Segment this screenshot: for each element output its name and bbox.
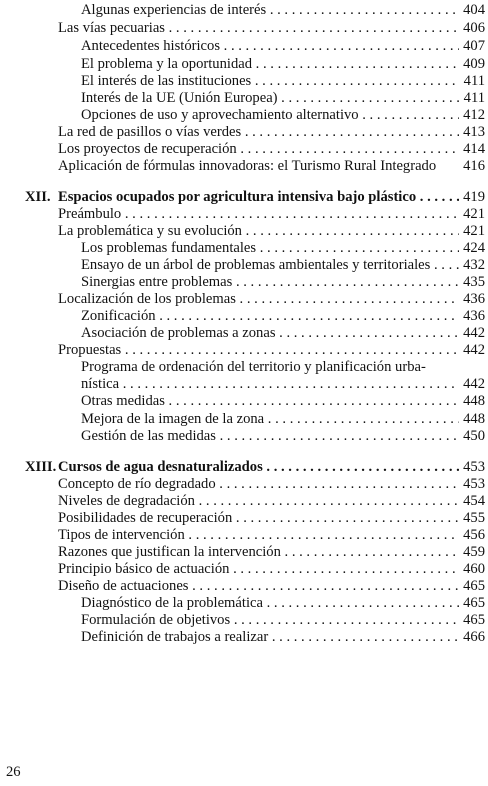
toc-entry <box>0 509 488 527</box>
toc-entry <box>0 307 488 325</box>
toc-entry-page: 450 <box>459 427 485 445</box>
toc-entry-title: Propuestas . . . <box>58 341 462 359</box>
toc-entry <box>0 106 488 124</box>
toc-entry-title: Sinergias entre problemas . . . <box>81 273 462 291</box>
toc-entry-page: 460 <box>459 560 485 578</box>
toc-entry <box>0 324 488 342</box>
toc-entry-title: Ensayo de un árbol de problemas ambientales y territoriales . . . <box>81 256 462 274</box>
toc-entry <box>0 37 488 55</box>
toc-entry-title: Opciones de uso y aprovechamiento alternativo . . . <box>81 106 462 124</box>
toc-entry-page: 456 <box>459 526 485 544</box>
toc-entry-page: 466 <box>459 628 485 646</box>
toc-entry <box>0 526 488 544</box>
toc-entry <box>0 341 488 359</box>
toc-entry-title: Asociación de problemas a zonas . . . <box>81 324 462 342</box>
toc-entry <box>0 205 488 223</box>
toc-entry-title: Definición de trabajos a realizar . . . <box>81 628 462 646</box>
toc-entry <box>0 1 488 19</box>
toc-entry <box>0 157 488 175</box>
toc-entry-title: Diseño de actuaciones . . . <box>58 577 462 595</box>
toc-entry-title: Otras medidas . . . <box>81 392 462 410</box>
toc-entry-page: 455 <box>459 509 485 527</box>
toc-entry-title: Posibilidades de recuperación . . . <box>58 509 462 527</box>
chapter-title-text: Espacios ocupados por agricultura intensiva bajo plástico <box>58 189 417 205</box>
toc-entry-page: 411 <box>459 89 485 107</box>
toc-entry <box>0 492 488 510</box>
toc-entry-title: Formulación de objetivos . . . <box>81 611 462 629</box>
toc-entry-title: Gestión de las medidas . . . <box>81 427 462 445</box>
toc-entry-title: El interés de las instituciones . . . <box>81 72 462 90</box>
toc-entry-page: 407 <box>459 37 485 55</box>
toc-entry-page: 442 <box>459 324 485 342</box>
toc-entry <box>0 222 488 240</box>
chapter-title-text: Cursos de agua desnaturalizados <box>58 459 263 475</box>
toc-entry-title: Diagnóstico de la problemática . . . <box>81 594 462 612</box>
toc-entry <box>0 410 488 428</box>
toc-entry <box>0 55 488 73</box>
toc-entry-title: Tipos de intervención . . . <box>58 526 462 544</box>
toc-entry-page: 442 <box>459 375 485 393</box>
toc-entry <box>0 239 488 257</box>
chapter-heading <box>0 188 488 206</box>
toc-entry-page: 453 <box>459 458 485 476</box>
toc-entry <box>0 427 488 445</box>
toc-entry-page: 448 <box>459 410 485 428</box>
toc-entry-page: 414 <box>459 140 485 158</box>
toc-entry <box>0 560 488 578</box>
toc-entry-page: 411 <box>459 72 485 90</box>
toc-entry-title: Los problemas fundamentales . . . <box>81 239 462 257</box>
chapter-heading <box>0 458 488 476</box>
toc-entry-title: La red de pasillos o vías verdes . . . <box>58 123 462 141</box>
toc-entry-page: 404 <box>459 1 485 19</box>
toc-entry-title: Razones que justifican la intervención . . . <box>58 543 462 561</box>
toc-entry <box>0 123 488 141</box>
toc-entry <box>0 628 488 646</box>
toc-entry-page: 406 <box>459 19 485 37</box>
chapter-title <box>25 188 462 206</box>
toc-entry <box>0 256 488 274</box>
toc-entry <box>0 72 488 90</box>
toc-entry <box>0 543 488 561</box>
toc-entry-page: 409 <box>459 55 485 73</box>
toc-entry-title: Los proyectos de recuperación . . . <box>58 140 462 158</box>
toc-entry-title: Interés de la UE (Unión Europea) . . . <box>81 89 462 107</box>
toc-entry-page: 412 <box>459 106 485 124</box>
chapter-number: XIII. <box>25 459 57 475</box>
toc-entry-page: 421 <box>459 222 485 240</box>
toc-entry-page: 419 <box>459 188 485 206</box>
toc-entry-page: 459 <box>459 543 485 561</box>
toc-entry-title: El problema y la oportunidad . . . <box>81 55 462 73</box>
toc-entry-title: Programa de ordenación del territorio y planificación urba- <box>81 359 426 375</box>
toc-entry <box>0 392 488 410</box>
toc-entry <box>0 375 488 393</box>
toc-entry-page: 432 <box>459 256 485 274</box>
toc-entry-title: Algunas experiencias de interés . . . <box>81 1 462 19</box>
toc-entry-title: La problemática y su evolución . . . <box>58 222 462 240</box>
toc-entry-page: 435 <box>459 273 485 291</box>
toc-entry-title: Principio básico de actuación . . . <box>58 560 462 578</box>
toc-entry <box>0 19 488 37</box>
toc-entry-title: Preámbulo . . . <box>58 205 462 223</box>
toc-entry <box>0 577 488 595</box>
toc-entry-title: Localización de los problemas . . . <box>58 290 462 308</box>
chapter-title <box>25 458 462 476</box>
toc-entry <box>0 89 488 107</box>
toc-entry-page: 453 <box>459 475 485 493</box>
page-number: 26 <box>6 764 21 780</box>
toc-entry-title: nística . . . <box>81 375 462 393</box>
toc-entry <box>0 140 488 158</box>
toc-entry <box>0 273 488 291</box>
toc-entry-page: 448 <box>459 392 485 410</box>
toc-entry <box>0 358 488 376</box>
toc-entry <box>0 594 488 612</box>
toc-entry-page: 416 <box>459 157 485 175</box>
toc-entry-page: 465 <box>459 611 485 629</box>
toc-entry-page: 465 <box>459 577 485 595</box>
toc-entry <box>0 290 488 308</box>
chapter-number: XII. <box>25 189 51 205</box>
toc-entry-page: 442 <box>459 341 485 359</box>
toc-entry-page: 454 <box>459 492 485 510</box>
toc-entry-title: Niveles de degradación . . . <box>58 492 462 510</box>
toc-entry-page: 436 <box>459 307 485 325</box>
toc-entry <box>0 611 488 629</box>
toc-entry-page: 424 <box>459 239 485 257</box>
toc-entry <box>0 475 488 493</box>
toc-entry-title: Antecedentes históricos . . . <box>81 37 462 55</box>
toc-entry-page: 465 <box>459 594 485 612</box>
toc-entry-title: Zonificación . . . <box>81 307 462 325</box>
toc-entry-title: Aplicación de fórmulas innovadoras: el Turismo Rural Integrado <box>58 158 437 174</box>
toc-entry-page: 413 <box>459 123 485 141</box>
toc-entry-title: Mejora de la imagen de la zona . . . <box>81 410 462 428</box>
toc-entry-page: 421 <box>459 205 485 223</box>
toc-entry-title: Las vías pecuarias . . . <box>58 19 462 37</box>
toc-entry-title: Concepto de río degradado . . . <box>58 475 462 493</box>
toc-entry-page: 436 <box>459 290 485 308</box>
